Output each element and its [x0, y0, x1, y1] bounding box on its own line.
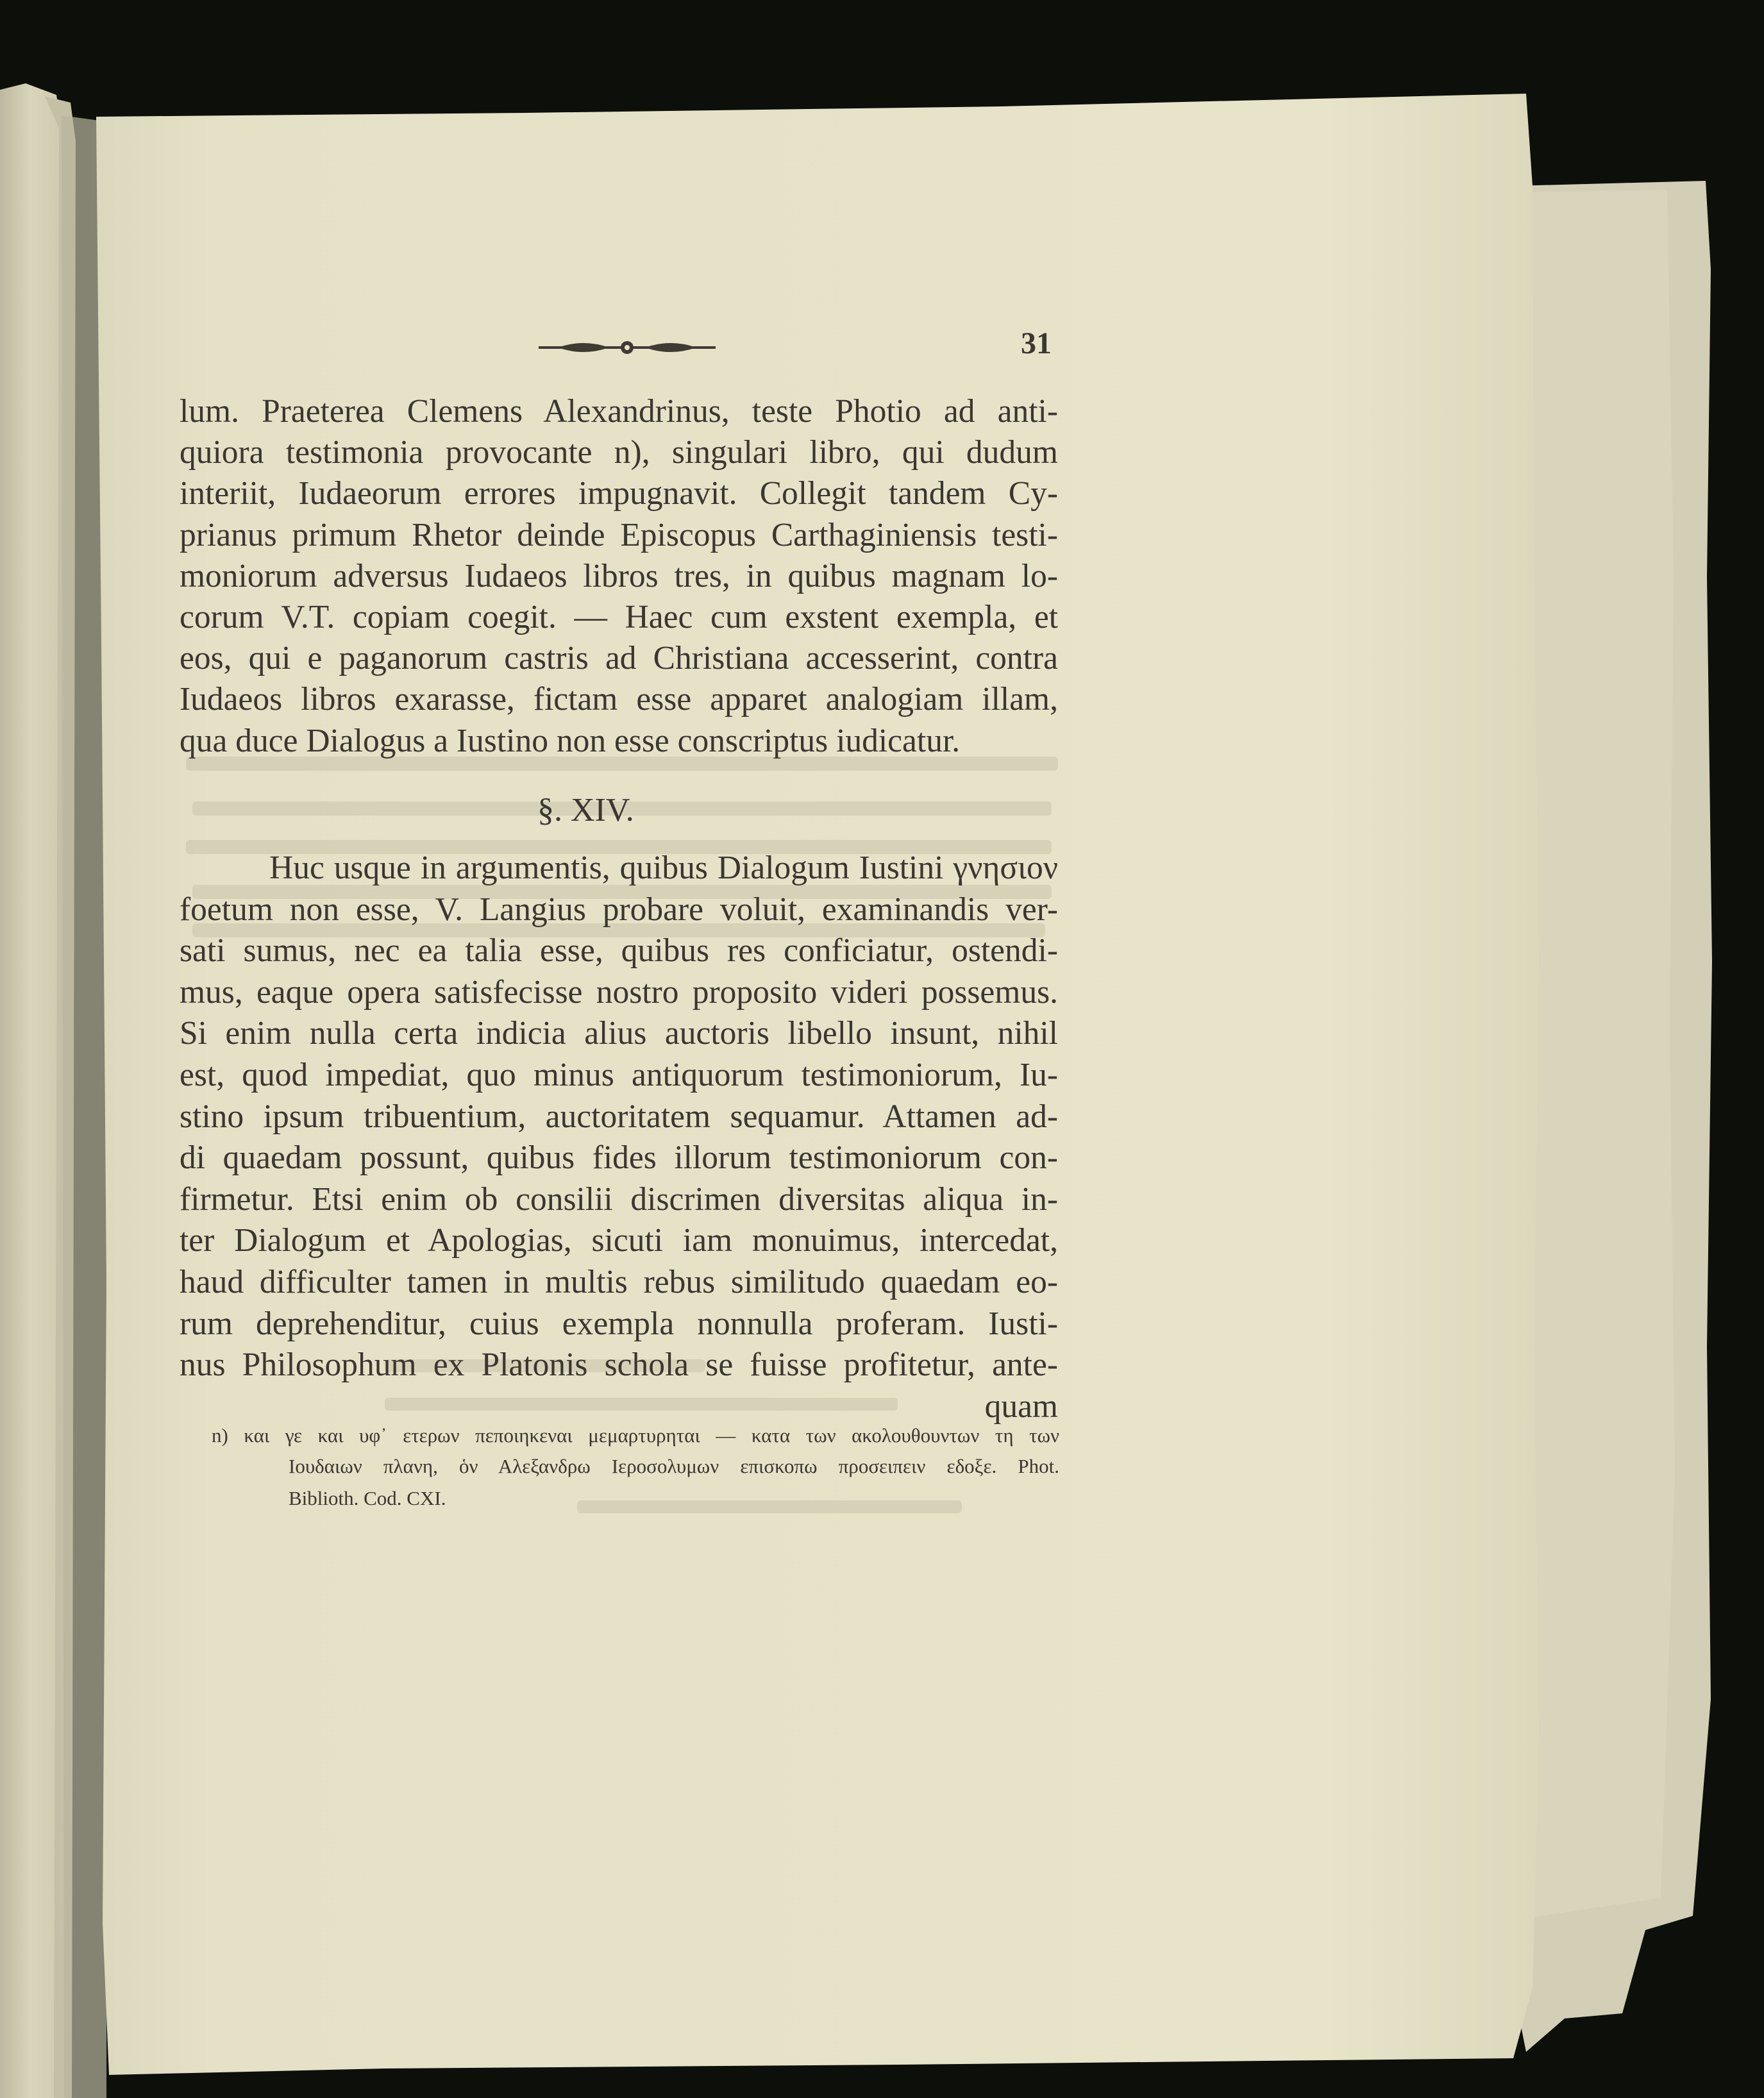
- footnote-line: Biblioth. Cod. CXI.: [289, 1487, 446, 1509]
- text-line: lum. Praeterea Clemens Alexandrinus, teste Photio ad anti-: [180, 393, 1058, 430]
- text-line: moniorum adversus Iudaeos libros tres, in quibus magnam lo-: [180, 557, 1058, 594]
- text-line: eos, qui e paganorum castris ad Christiana accesserint, contra: [180, 640, 1058, 677]
- text-line: interiit, Iudaeorum errores impugnavit. Collegit tandem Cy-: [180, 475, 1058, 512]
- text-line: sati sumus, nec ea talia esse, quibus res conficiatur, ostendi-: [180, 932, 1058, 969]
- text-line: Iudaeos libros exarasse, fictam esse apparet analogiam illam,: [180, 681, 1058, 718]
- text-line: haud difficulter tamen in multis rebus similitudo quaedam eo-: [180, 1264, 1058, 1300]
- text-line: di quaedam possunt, quibus fides illorum testimoniorum con-: [180, 1139, 1058, 1177]
- text-line: nus Philosophum ex Platonis schola se fuisse profitetur, ante-: [180, 1347, 1058, 1384]
- text-line: mus, eaque opera satisfecisse nostro proposito videri possemus.: [180, 973, 1058, 1011]
- text-line: quam: [984, 1388, 1058, 1425]
- left-page: [0, 83, 62, 2098]
- header-ornament-icon: [539, 339, 716, 357]
- text-line: est, quod impediat, quo minus antiquorum testimoniorum, Iu-: [180, 1057, 1058, 1093]
- text-line: stino ipsum tribuentium, auctoritatem sequamur. Attamen ad-: [180, 1098, 1058, 1135]
- text-line: ter Dialogum et Apologias, sicuti iam monuimus, intercedat,: [180, 1222, 1058, 1259]
- text-line: firmetur. Etsi enim ob consilii discrimen diversitas aliqua in-: [180, 1180, 1058, 1218]
- text-line: Huc usque in argumentis, quibus Dialogum Iustini γνησιον: [269, 850, 1058, 886]
- text-line: foetum non esse, V. Langius probare voluit, examinandis ver-: [180, 891, 1058, 928]
- footnote-line: Ιουδαιων πλανη, ὁν Αλεξανδρω Ιεροσολυμων επισκοπω προσειπειν εδοξε. Phot.: [289, 1455, 1059, 1477]
- text-line: rum deprehenditur, cuius exempla nonnulla proferam. Iusti-: [180, 1305, 1058, 1342]
- text-line: prianus primum Rhetor deinde Episcopus Carthaginiensis testi-: [180, 516, 1058, 553]
- text-line: Si enim nulla certa indicia alius auctoris libello insunt, nihil: [180, 1015, 1058, 1052]
- text-line: quiora testimonia provocante n), singulari libro, qui dudum: [180, 434, 1058, 471]
- page-number: 31: [1021, 326, 1052, 360]
- back-page-right-edge: [1526, 190, 1675, 1917]
- text-line: qua duce Dialogus a Iustino non esse conscriptus iudicatur.: [180, 722, 961, 759]
- text-line: corum V.T. copiam coegit. — Haec cum exstent exempla, et: [180, 599, 1058, 635]
- section-heading: §. XIV.: [537, 792, 634, 828]
- footnote-line: n) και γε και υφ᾽ ετερων πεποιηκεναι μεμαρτυρηται — κατα των ακολουθουντων τη των: [212, 1424, 1059, 1447]
